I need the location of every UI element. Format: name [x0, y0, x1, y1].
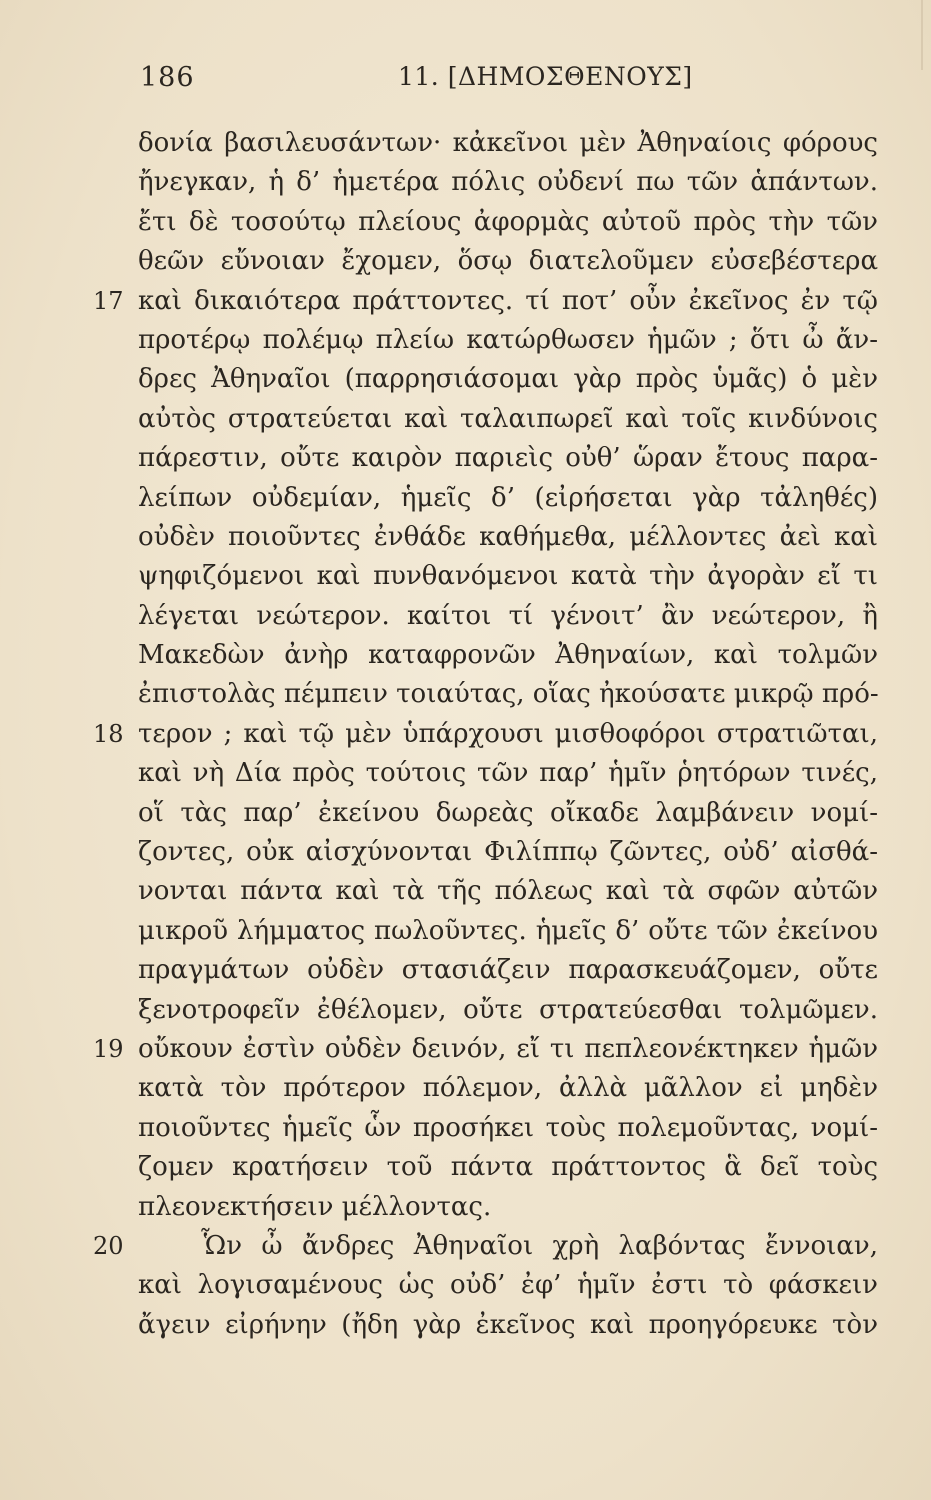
text-line [138, 557, 878, 596]
text-line [138, 321, 878, 360]
line-text: μικροῦ λήμματος πωλοῦντες. ἡμεῖς δ’ οὔτε τῶν ἐκείνου [138, 915, 878, 946]
text-line [138, 951, 878, 990]
line-text: θεῶν εὔνοιαν ἔχομεν, ὅσῳ διατελοῦμεν εὐσεβέστερα [138, 246, 878, 277]
line-text: Μακεδὼν ἀνὴρ καταφρονῶν Ἀθηναίων, καὶ τολμῶν [138, 640, 878, 671]
text-line [93, 1030, 878, 1069]
text-line [138, 124, 878, 163]
running-title: 11. [ΔΗΜΟΣΘΕΝΟΥΣ] [398, 62, 693, 91]
line-text: ἔτι δὲ τοσούτῳ πλείους ἀφορμὰς αὐτοῦ πρὸς τὴν τῶν [138, 206, 878, 237]
line-text: καὶ δικαιότερα πράττοντες. τί ποτ’ οὖν ἐκεῖνος ἐν τῷ [138, 285, 878, 316]
section-number: 20 [93, 1231, 124, 1260]
line-text: οὔκουν ἐστὶν οὐδὲν δεινόν, εἴ τι πεπλεονέκτηκεν ἡμῶν [138, 1033, 878, 1064]
text-line [138, 872, 878, 911]
text-line [138, 400, 878, 439]
text-line [138, 675, 878, 714]
line-text: καὶ λογισαμένους ὡς οὐδ’ ἐφ’ ἡμῖν ἐστι τὸ φάσκειν [138, 1270, 878, 1301]
line-text: τερον ; καὶ τῷ μὲν ὑπάρχουσι μισθοφόροι στρατιῶται, [138, 718, 878, 749]
text-line [93, 1227, 878, 1266]
text-line [138, 912, 878, 951]
line-text: ἄγειν εἰρήνην (ἤδη γὰρ ἐκεῖνος καὶ προηγόρευκε τὸν [138, 1309, 878, 1340]
text-line [138, 360, 878, 399]
line-text: πραγμάτων οὐδὲν στασιάζειν παρασκευάζομεν, οὔτε [138, 955, 878, 986]
text-line [138, 1109, 878, 1148]
text-line [138, 754, 878, 793]
text-line [138, 203, 878, 242]
section-number: 18 [93, 719, 124, 748]
text-line [138, 439, 878, 478]
line-text: καὶ νὴ Δία πρὸς τούτοις τῶν παρ’ ἡμῖν ῥητόρων τινές, [138, 758, 878, 789]
line-text: λείπων οὐδεμίαν, ἡμεῖς δ’ (εἰρήσεται γὰρ τἀληθές) [138, 482, 878, 513]
text-line [93, 282, 878, 321]
line-text: ζομεν κρατήσειν τοῦ πάντα πράττοντος ἃ δεῖ τοὺς [138, 1152, 878, 1183]
text-line [138, 163, 878, 202]
line-text: πλεονεκτήσειν μέλλοντας. [138, 1191, 492, 1222]
line-text: δονία βασιλευσάντων· κἀκεῖνοι μὲν Ἀθηναίοις φόρους [138, 128, 878, 158]
line-text: νονται πάντα καὶ τὰ τῆς πόλεως καὶ τὰ σφῶν αὐτῶν [138, 876, 878, 907]
line-text: ποιοῦντες ἡμεῖς ὧν προσήκει τοὺς πολεμοῦντας, νομί- [138, 1112, 878, 1143]
line-text: ψηφιζόμενοι καὶ πυνθανόμενοι κατὰ τὴν ἀγορὰν εἴ τι [138, 561, 878, 592]
text-line [138, 1266, 878, 1305]
page-number: 186 [140, 62, 195, 93]
line-text: ζοντες, οὐκ αἰσχύνονται Φιλίππῳ ζῶντες, οὐδ’ αἰσθά- [138, 837, 878, 868]
text-body [93, 124, 879, 1345]
line-text: λέγεται νεώτερον. καίτοι τί γένοιτ’ ἂν νεώτερον, ἢ [138, 600, 878, 631]
line-text: οὐδὲν ποιοῦντες ἐνθάδε καθήμεθα, μέλλοντες ἀεὶ καὶ [138, 521, 878, 552]
text-line [138, 242, 878, 281]
line-text: οἵ τὰς παρ’ ἐκείνου δωρεὰς οἴκαδε λαμβάνειν νομί- [138, 797, 878, 828]
section-number: 17 [93, 286, 124, 315]
section-number: 19 [93, 1034, 124, 1063]
text-line [138, 636, 878, 675]
text-line [138, 1148, 878, 1187]
line-text: Ὧν ὦ ἄνδρες Ἀθηναῖοι χρὴ λαβόντας ἔννοιαν, [201, 1230, 878, 1261]
page-header [140, 62, 880, 102]
text-line [138, 794, 878, 833]
text-line [138, 991, 878, 1030]
line-text: προτέρῳ πολέμῳ πλείω κατώρθωσεν ἡμῶν ; ὅτι ὦ ἄν- [138, 324, 878, 355]
text-line [93, 715, 878, 754]
line-text: αὐτὸς στρατεύεται καὶ ταλαιπωρεῖ καὶ τοῖς κινδύνοις [138, 403, 878, 434]
text-line [138, 479, 878, 518]
text-line [138, 1188, 878, 1227]
line-text: πάρεστιν, οὔτε καιρὸν παριεὶς οὐθ’ ὥραν ἔτους παρα- [138, 443, 878, 474]
text-line [138, 833, 878, 872]
text-line [138, 518, 878, 557]
page-edge-mark [921, 0, 923, 70]
line-text: ἐπιστολὰς πέμπειν τοιαύτας, οἵας ἠκούσατε μικρῷ πρό- [138, 679, 879, 710]
line-text: κατὰ τὸν πρότερον πόλεμον, ἀλλὰ μᾶλλον εἰ μηδὲν [138, 1073, 878, 1104]
text-line [138, 597, 878, 636]
line-text: δρες Ἀθηναῖοι (παρρησιάσομαι γὰρ πρὸς ὑμᾶς) ὁ μὲν [138, 364, 878, 395]
text-line [138, 1306, 878, 1345]
line-text: ἤνεγκαν, ἡ δ’ ἡμετέρα πόλις οὐδενί πω τῶν ἁπάντων. [138, 167, 878, 198]
text-line [138, 1069, 878, 1108]
line-text: ξενοτροφεῖν ἐθέλομεν, οὔτε στρατεύεσθαι τολμῶμεν. [138, 994, 878, 1025]
